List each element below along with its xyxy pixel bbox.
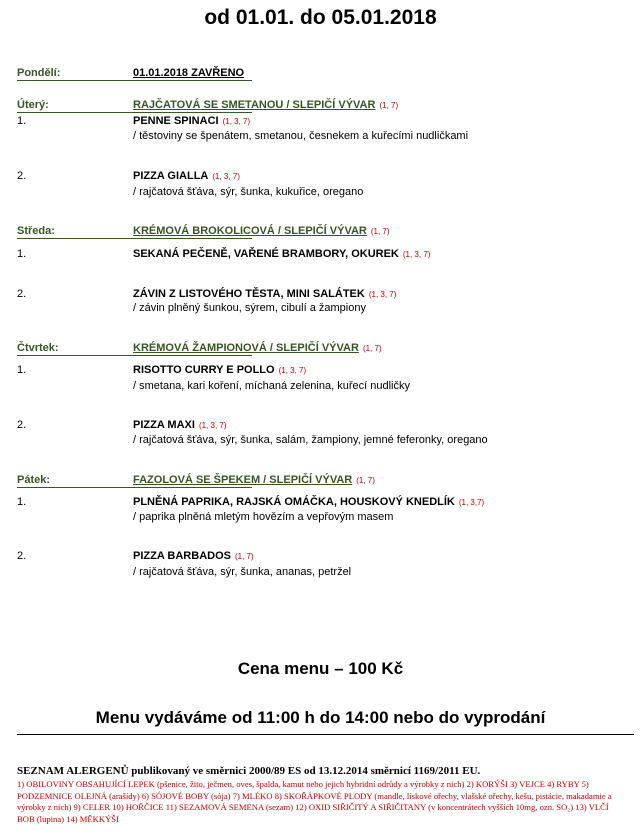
dish-allergens: (1, 3,7) (458, 498, 485, 507)
dish-number: 2. (17, 288, 27, 300)
day-label-wednesday: Středa: (17, 225, 55, 237)
soup-friday: FAZOLOVÁ SE ŠPEKEM / SLEPIČÍ VÝVAR (1, 7) (133, 474, 375, 486)
dish-allergens: (1, 7) (234, 552, 254, 561)
dish-name: PLNĚNÁ PAPRIKA, RAJSKÁ OMÁČKA, HOUSKOVÝ KNEDLÍK (1, 3,7) (133, 496, 485, 508)
dish-name: SEKANÁ PEČENĚ, VAŘENÉ BRAMBORY, OKUREK (1, 3, 7) (133, 248, 431, 260)
dish-allergens: (1, 3, 7) (222, 117, 251, 126)
dish-allergens: (1, 3, 7) (212, 172, 240, 181)
dish-description: / těstoviny se špenátem, smetanou, česnekem a kuřecími nudličkami (133, 130, 469, 142)
dish-name: PIZZA MAXI (1, 3, 7) (133, 419, 227, 431)
day-underline (17, 238, 252, 239)
day-underline (17, 355, 252, 356)
day-underline (17, 80, 252, 81)
dish-number: 1. (17, 115, 27, 127)
dish-allergens: (1, 3, 7) (278, 366, 307, 375)
soup-tuesday: RAJČATOVÁ SE SMETANOU / SLEPIČÍ VÝVAR (1, 7) (133, 99, 399, 111)
day-label-friday: Pátek: (17, 474, 51, 486)
divider (17, 734, 634, 735)
menu-date-range-title: od 01.01. do 05.01.2018 (204, 6, 437, 29)
soup-wednesday: KRÉMOVÁ BROKOLICOVÁ / SLEPIČÍ VÝVAR (1, 7) (133, 225, 390, 237)
dish-description: / smetana, kari koření, míchaná zelenina, kuřecí nudličky (133, 380, 410, 392)
dish-number: 1. (17, 248, 27, 260)
dish-number: 1. (17, 364, 27, 376)
dish-name: PIZZA BARBADOS (1, 7) (133, 550, 254, 562)
dish-description: / rajčatová šťáva, sýr, šunka, salám, žampiony, jemné feferonky, oregano (133, 434, 488, 446)
soup-thursday: KRÉMOVÁ ŽAMPIONOVÁ / SLEPIČÍ VÝVAR (1, 7) (133, 342, 382, 354)
dish-name: PENNE SPINACI (1, 3, 7) (133, 115, 251, 127)
dish-description: / rajčatová šťáva, sýr, šunka, ananas, petržel (133, 566, 352, 578)
allergen-list-title: SEZNAM ALERGENŮ publikovaný ve směrnici 2000/89 ES od 13.12.2014 směrnicí 1169/2011 EU. (17, 765, 481, 777)
dish-allergens: (1, 3, 7) (368, 290, 397, 299)
dish-number: 2. (17, 170, 27, 182)
dish-number: 1. (17, 496, 27, 508)
day-label-thursday: Čtvrtek: (17, 342, 59, 354)
soup-allergens: (1, 7) (356, 476, 375, 485)
day-underline (17, 487, 252, 488)
dish-name: PIZZA GIALLA (1, 3, 7) (133, 170, 240, 182)
day-label-tuesday: Úterý: (17, 99, 49, 111)
monday-closed-note: 01.01.2018 ZAVŘENO (133, 67, 245, 79)
dish-number: 2. (17, 550, 27, 562)
allergen-list: 1) OBILOVINY OBSAHUJÍCÍ LEPEK (pšenice, žito, ječmen, oves, špalda, kamut nebo jejich hybridní odrůdy a výrobky z nich) 2) KORÝŠI 3) VEJCE 4) RYBY 5) PODZEMNICE OLEJNÁ (arašídy) 6) SÓJOVÉ BOBY (sója) 7) MLÉKO 8) SKOŘÁPKOVÉ PLODY (mandle, lískové ořechy, vlašské ořechy, kešu, pistácie, makadamie a výrobky z nich) 9) CELER 10) HOŘČICE 11) SEZAMOVÁ SEMENA (sezam) 12) OXID SIŘIČITÝ A SIŘIČITANY (v koncentrátech vyšších 10mg, ozn. SO₂) 13) VLČÍ BOB (lupina) 14) MĚKKÝŠI (17, 779, 612, 824)
dish-allergens: (1, 3, 7) (198, 421, 227, 430)
dish-description: / závin plněný šunkou, sýrem, cibulí a žampiony (133, 302, 366, 314)
dish-number: 2. (17, 419, 27, 431)
dish-description: / paprika plněná mletým hovězím a vepřovým masem (133, 511, 394, 523)
soup-allergens: (1, 7) (362, 344, 382, 353)
dish-description: / rajčatová šťáva, sýr, šunka, kukuřice, oregano (133, 186, 364, 198)
dish-allergens: (1, 3, 7) (402, 250, 431, 259)
day-underline (17, 112, 252, 113)
menu-price: Cena menu – 100 Kč (237, 659, 404, 678)
day-label-monday: Pondělí: (17, 67, 61, 79)
soup-allergens: (1, 7) (370, 227, 390, 236)
soup-allergens: (1, 7) (379, 101, 399, 110)
dish-name: ZÁVIN Z LISTOVÉHO TĚSTA, MINI SALÁTEK (1, 3, 7) (133, 288, 397, 300)
dish-name: RISOTTO CURRY E POLLO (1, 3, 7) (133, 364, 307, 376)
serving-hours: Menu vydáváme od 11:00 h do 14:00 nebo do vyprodání (95, 708, 546, 727)
